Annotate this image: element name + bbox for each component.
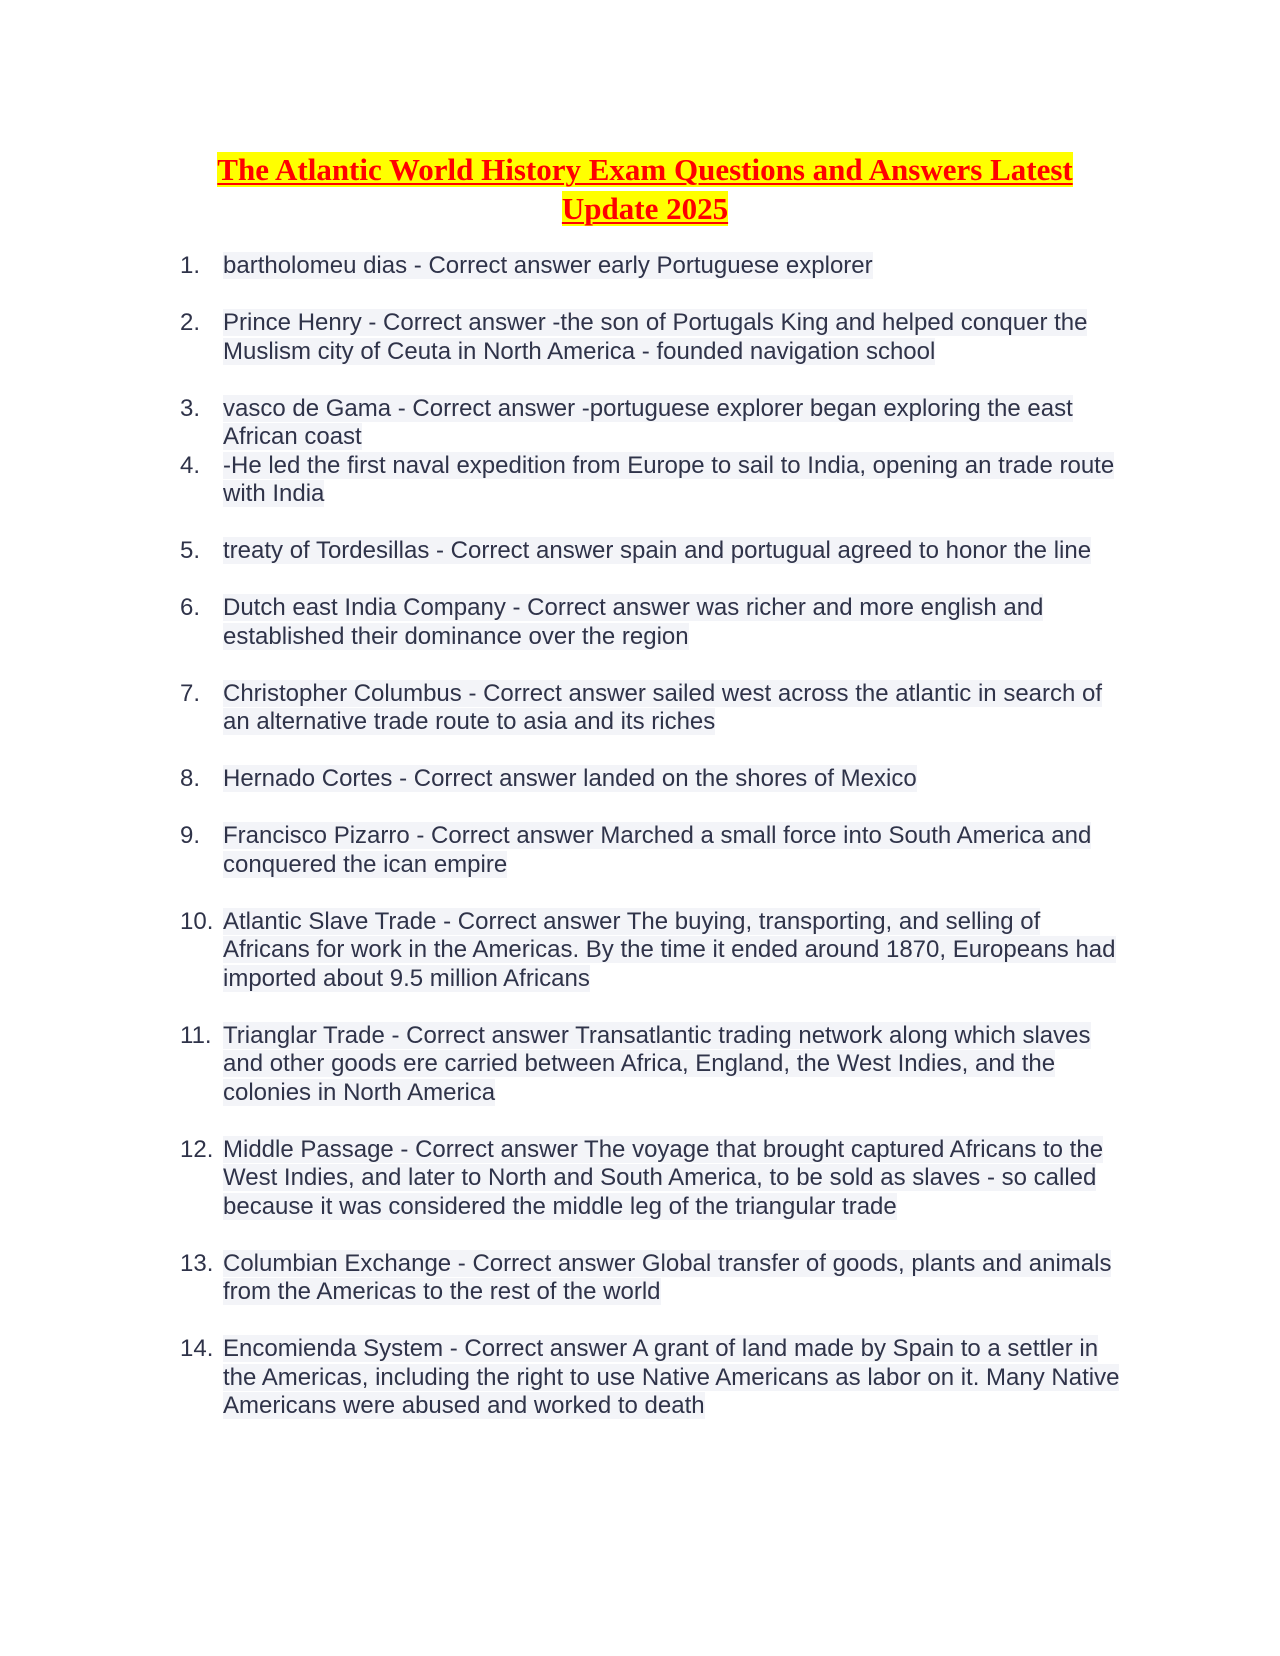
- list-item: [180, 1136, 1120, 1222]
- item-text: Christopher Columbus - Correct answer sailed west across the atlantic in search of an alternative trade route to asia and its riches: [223, 679, 1103, 735]
- item-text: Columbian Exchange - Correct answer Global transfer of goods, plants and animals from the Americas to the rest of the world: [223, 1249, 1112, 1305]
- list-item: [180, 309, 1120, 366]
- list-item: [180, 765, 1120, 794]
- item-text: vasco de Gama - Correct answer -portuguese explorer began exploring the east African coast: [223, 394, 1073, 450]
- item-number: 10.: [180, 907, 214, 935]
- item-text: Francisco Pizarro - Correct answer Marched a small force into South America and conquered the ican empire: [223, 822, 1092, 878]
- list-item: [180, 594, 1120, 651]
- list-item: [180, 1250, 1120, 1307]
- list-item: [180, 252, 1120, 281]
- title-line-2: Update 2025: [561, 191, 729, 226]
- list-item: [180, 1335, 1120, 1421]
- item-number: 4.: [180, 451, 201, 479]
- list-item: [180, 822, 1120, 879]
- list-item: [180, 1022, 1120, 1108]
- item-text: Atlantic Slave Trade - Correct answer The buying, transporting, and selling of Africans for work in the Americas. By the time it ended around 1870, Europeans had imported about 9.5 million Africans: [223, 907, 1116, 992]
- list-item: [180, 680, 1120, 737]
- item-number: 1.: [180, 252, 201, 279]
- document-title: [180, 150, 1110, 228]
- item-text: Prince Henry - Correct answer -the son of Portugals King and helped conquer the Muslism city of Ceuta in North America - founded navigation school: [223, 309, 1088, 365]
- item-number: 13.: [180, 1249, 214, 1277]
- item-number: 6.: [180, 594, 201, 621]
- item-text: Dutch east India Company - Correct answer was richer and more english and established their dominance over the region: [223, 594, 1044, 650]
- item-number: 2.: [180, 309, 201, 336]
- item-number: 14.: [180, 1335, 214, 1362]
- item-text: -He led the first naval expedition from Europe to sail to India, opening an trade route with India: [223, 451, 1115, 507]
- list-item: [180, 395, 1120, 452]
- list-item: [180, 908, 1120, 994]
- list-item: [180, 452, 1120, 509]
- qa-list: [180, 252, 1120, 1449]
- item-number: 5.: [180, 537, 201, 564]
- item-text: treaty of Tordesillas - Correct answer spain and portugual agreed to honor the line: [223, 537, 1092, 564]
- item-number: 12.: [180, 1135, 214, 1163]
- list-item: [180, 537, 1120, 566]
- item-number: 7.: [180, 679, 201, 707]
- item-number: 3.: [180, 394, 201, 422]
- item-number: 11.: [180, 1021, 212, 1049]
- item-text: Trianglar Trade - Correct answer Transatlantic trading network along which slaves and other goods ere carried between Africa, England, the West Indies, and the colonies in North America: [223, 1021, 1091, 1106]
- item-text: Encomienda System - Correct answer A grant of land made by Spain to a settler in the Americas, including the right to use Native Americans as labor on it. Many Native Americans were abused and worked to death: [223, 1335, 1120, 1419]
- item-number: 9.: [180, 822, 201, 849]
- item-number: 8.: [180, 765, 201, 792]
- item-text: bartholomeu dias - Correct answer early Portuguese explorer: [223, 252, 873, 279]
- item-text: Middle Passage - Correct answer The voyage that brought captured Africans to the West Indies, and later to North and South America, to be sold as slaves - so called because it was considered the middle leg of the triangular trade: [223, 1135, 1104, 1220]
- title-line-1: The Atlantic World History Exam Questions and Answers Latest: [217, 152, 1073, 187]
- item-text: Hernado Cortes - Correct answer landed on the shores of Mexico: [223, 765, 917, 792]
